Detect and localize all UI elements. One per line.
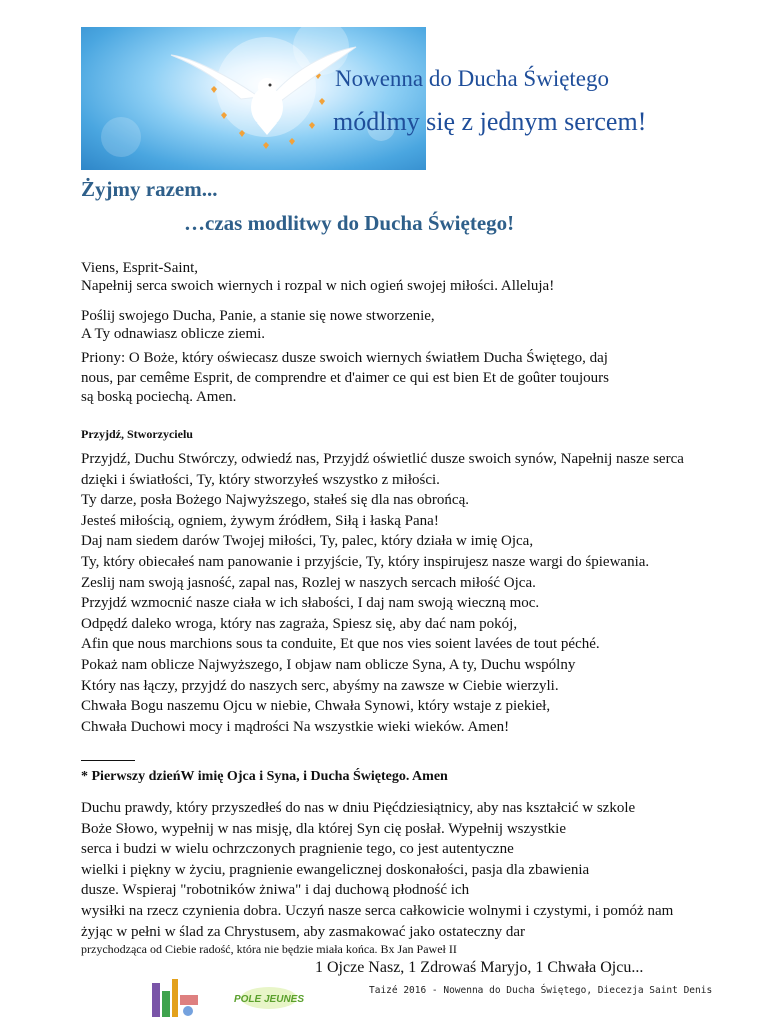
hymn-title: Przyjdź, Stworzycielu bbox=[81, 427, 193, 441]
hymn-line: Pokaż nam oblicze Najwyższego, I objaw nam oblicze Syna, A ty, Duchu wspólny bbox=[81, 656, 576, 673]
hymn-line: Który nas łączy, przyjdź do naszych serc, abyśmy na zawsze w Ciebie wierzyli. bbox=[81, 677, 559, 694]
hymn-line: dzięki i światłości, Ty, który stworzyłeś wszystko z miłości. bbox=[81, 471, 440, 488]
hymn-line: Jesteś miłością, ogniem, żywym źródłem, Siłą i łaską Pana! bbox=[81, 512, 439, 529]
hymn-line: Ty, który obiecałeś nam panowanie i przyjście, Ty, który inspirujesz nasze wargi do śpiewania. bbox=[81, 553, 650, 570]
intro-paragraph bbox=[81, 259, 554, 295]
hymn-line: Zeslij nam swoją jasność, zapal nas, Rozlej w naszych sercach miłość Ojca. bbox=[81, 574, 536, 591]
hymn-line: Przyjdź, Duchu Stwórczy, odwiedź nas, Przyjdź oświetlić dusze swoich synów, Napełnij nasze serca bbox=[81, 451, 684, 467]
prayer-paragraph bbox=[81, 349, 609, 408]
day-line: serca i budzi w wielu ochrzczonych pragnienie tego, co jest autentyczne bbox=[81, 841, 514, 858]
text-line: Poślij swojego Ducha, Panie, a stanie się nowe stworzenie, bbox=[81, 308, 435, 324]
day-text bbox=[81, 798, 673, 956]
day-line: żyjąc w pełni w ślad za Chrystusem, aby zasmakować jako ostateczny dar bbox=[81, 923, 526, 940]
hymn-line: Afin que nous marchions sous ta conduite, Et que nos vies soient lavées de tout péché. bbox=[81, 636, 600, 653]
header-subtitle: módlmy się z jednym sercem! bbox=[333, 107, 647, 136]
day-line: Boże Słowo, wypełnij w nas misję, dla której Syn cię posłał. Wypełnij wszystkie bbox=[81, 820, 567, 837]
text-line: A Ty odnawiasz oblicze ziemi. bbox=[81, 326, 266, 342]
hymn-line: Ty darze, posła Bożego Najwyższego, stałeś się dla nas obrońcą. bbox=[81, 492, 469, 509]
hymn-line: Daj nam siedem darów Twojej miłości, Ty, palec, który działa w imię Ojca, bbox=[81, 533, 534, 550]
dove-illustration bbox=[81, 27, 426, 170]
closing-prayers: 1 Ojcze Nasz, 1 Zdrowaś Maryjo, 1 Chwała Ojcu... bbox=[315, 959, 644, 976]
footer-text: Taizé 2016 - Nowenna do Ducha Świętego, Diecezja Saint Denis bbox=[369, 985, 713, 996]
day-title: * Pierwszy dzieńW imię Ojca i Syna, i Ducha Świętego. Amen bbox=[81, 769, 448, 784]
text-line: Napełnij serca swoich wiernych i rozpal w nich ogień swojej miłości. Alleluja! bbox=[81, 278, 555, 294]
hymn-text bbox=[81, 449, 684, 737]
text-line: są boską pociechą. Amen. bbox=[81, 389, 237, 405]
header-title: Nowenna do Ducha Świętego bbox=[335, 66, 610, 91]
day-line: wysiłki na rzecz czynienia dobra. Uczyń nasze serca całkowicie wolnymi i czystymi, i pomóż nam bbox=[81, 902, 674, 919]
day-line: wielki i piękny w życiu, pragnienie ewangelicznej doskonałości, pasja dla zbawienia bbox=[81, 861, 590, 878]
banner-image bbox=[81, 27, 426, 170]
text-line: Viens, Esprit-Saint, bbox=[81, 260, 199, 276]
hymn-line: Chwała Duchowi mocy i mądrości Na wszystkie wieki wieków. Amen! bbox=[81, 718, 510, 735]
day-line: dusze. Wspieraj "robotników żniwa" i daj duchową płodność ich bbox=[81, 882, 470, 899]
text-line: Priony: O Boże, który oświecasz dusze swoich wiernych światłem Ducha Świętego, daj bbox=[81, 350, 608, 366]
send-paragraph bbox=[81, 307, 435, 343]
text-line: nous, par cemême Esprit, de comprendre et d'aimer ce qui est bien Et de goûter toujours bbox=[81, 369, 609, 386]
pole-jeunes-text: POLE JEUNES bbox=[233, 994, 305, 1005]
day-last-line: przychodząca od Ciebie radość, która nie będzie miała końca. Bx Jan Paweł II bbox=[81, 942, 457, 957]
hymn-line: Przyjdź wzmocnić nasze ciała w ich słabości, I daj nam swoją wieczną moc. bbox=[81, 595, 540, 612]
separator-line bbox=[81, 760, 135, 761]
hymn-line: Chwała Bogu naszemu Ojcu w niebie, Chwała Synowi, który wstaje z piekieł, bbox=[81, 698, 551, 715]
hymn-line: Odpędź daleko wroga, który nas zagraża, Spiesz się, aby dać nam pokój, bbox=[81, 615, 518, 632]
diocese-logo bbox=[148, 977, 202, 1021]
heading-razem: Żyjmy razem... bbox=[81, 177, 218, 201]
heading-czas: …czas modlitwy do Ducha Świętego! bbox=[184, 211, 515, 235]
day-line: Duchu prawdy, który przyszedłeś do nas w dniu Pięćdziesiątnicy, aby nas kształcić w szkole bbox=[81, 800, 636, 816]
pole-jeunes-logo bbox=[233, 986, 305, 1010]
